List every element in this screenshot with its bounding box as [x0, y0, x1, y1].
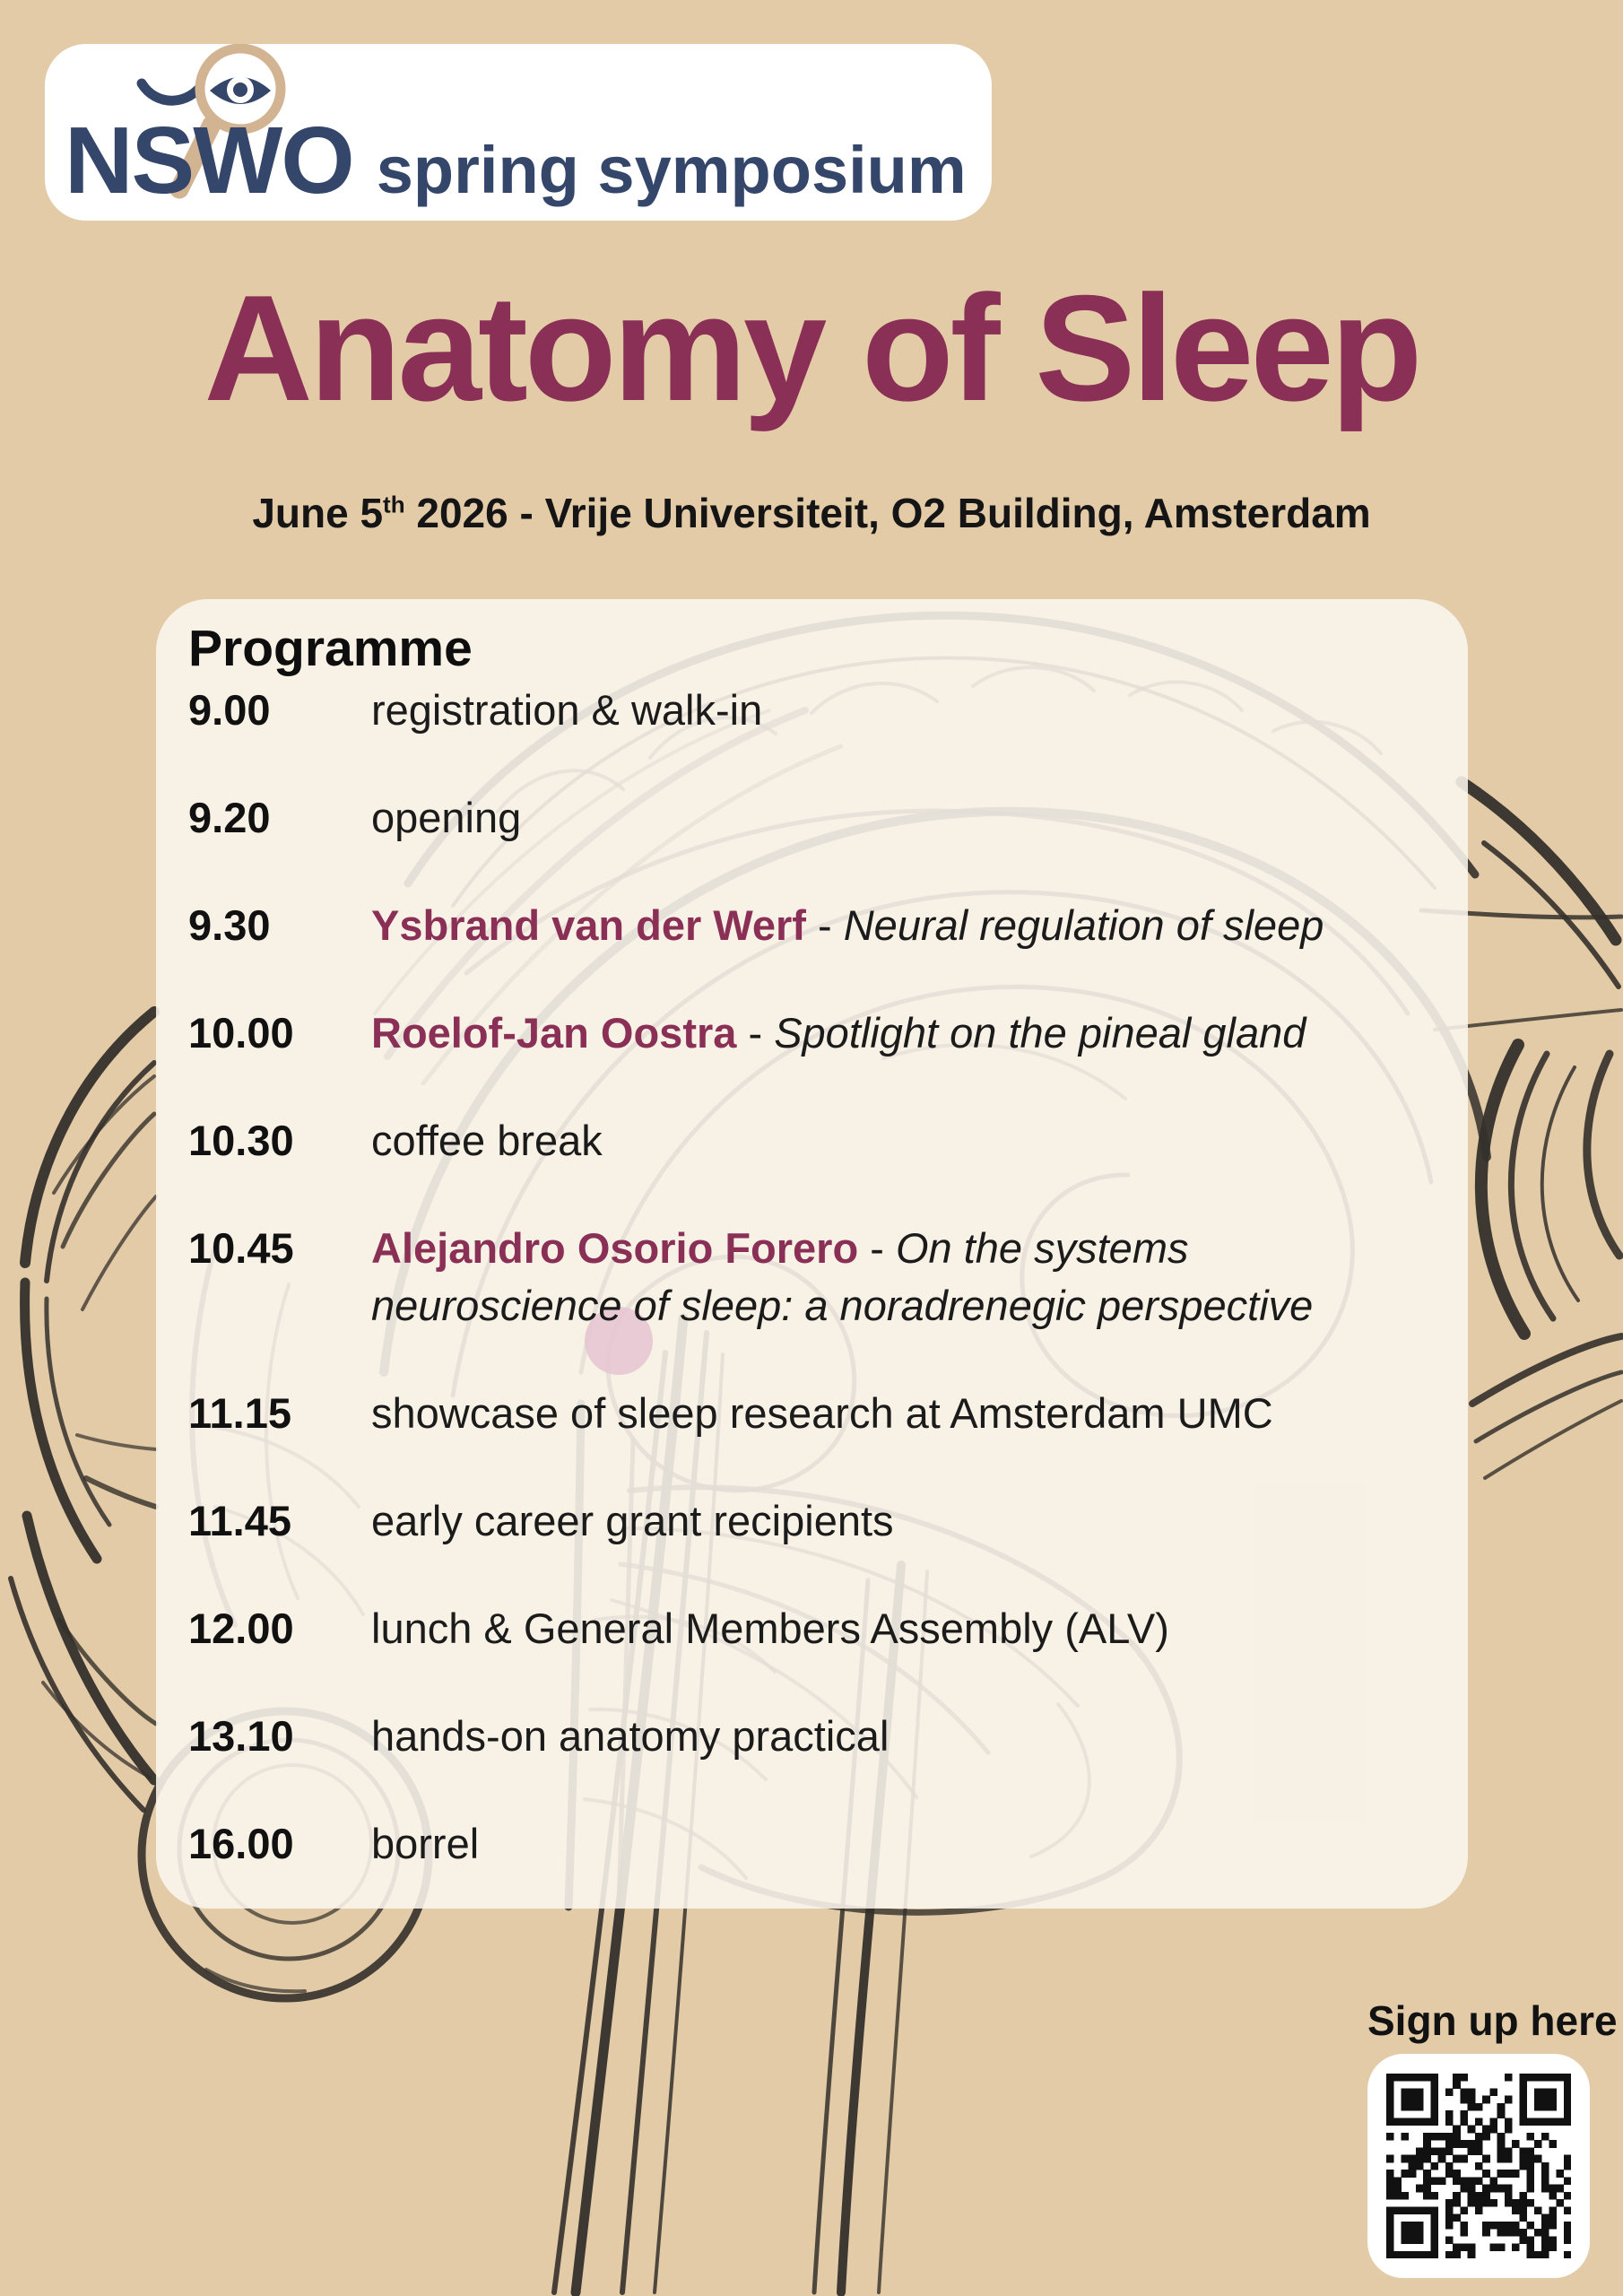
programme-time: 9.30	[188, 901, 271, 949]
programme-time: 9.20	[188, 794, 271, 841]
talk-title: Neural regulation of sleep	[843, 901, 1324, 949]
programme-row	[188, 682, 1428, 739]
talk-title: On the systems neuroscience of sleep: a noradrenegic perspective	[371, 1224, 1314, 1329]
programme-description: lunch & General Members Assembly (ALV)	[371, 1605, 1169, 1652]
programme-time: 13.10	[188, 1712, 294, 1760]
programme-description: hands-on anatomy practical	[371, 1712, 890, 1760]
programme-row	[188, 789, 1428, 847]
programme-time: 10.45	[188, 1224, 294, 1272]
programme-time: 10.00	[188, 1009, 294, 1057]
programme-row	[188, 1004, 1428, 1062]
programme-description: Alejandro Osorio Forero - On the systems neuroscience of sleep: a noradrenegic perspective	[371, 1224, 1314, 1329]
logo-subtitle: spring symposium	[376, 133, 967, 207]
page-title: Anatomy of Sleep	[204, 264, 1419, 432]
programme-time: 10.30	[188, 1117, 294, 1164]
speaker-name: Ysbrand van der Werf	[371, 901, 806, 949]
talk-title: Spotlight on the pineal gland	[774, 1009, 1306, 1057]
programme-time: 11.45	[188, 1497, 292, 1544]
programme-card	[156, 599, 1468, 1909]
programme-row	[188, 1600, 1428, 1657]
closed-eye-icon	[142, 82, 204, 100]
programme-description: opening	[371, 794, 522, 841]
programme-heading: Programme	[188, 620, 473, 677]
programme-row	[188, 1708, 1428, 1765]
programme-row	[188, 897, 1428, 954]
logo-acronym: NSWO	[65, 108, 353, 213]
programme-description: borrel	[371, 1820, 480, 1867]
programme-description: registration & walk-in	[371, 686, 763, 734]
programme-time: 11.15	[188, 1389, 292, 1437]
signup-section	[1367, 1996, 1618, 2278]
programme-list	[188, 682, 1428, 1873]
programme-time: 12.00	[188, 1605, 294, 1652]
programme-row	[188, 1492, 1428, 1550]
signup-label: Sign up here	[1367, 1997, 1618, 2044]
programme-description: Ysbrand van der Werf - Neural regulation of sleep	[371, 901, 1324, 949]
programme-row	[188, 1112, 1428, 1170]
programme-description: coffee break	[371, 1117, 603, 1164]
programme-row	[188, 1220, 1428, 1335]
programme-description: showcase of sleep research at Amsterdam UMC	[371, 1389, 1273, 1437]
date-superscript: th	[383, 491, 405, 518]
speaker-name: Roelof-Jan Oostra	[371, 1009, 737, 1057]
programme-time: 16.00	[188, 1820, 294, 1867]
programme-time: 9.00	[188, 686, 271, 734]
programme-row	[188, 1815, 1428, 1873]
programme-description: Roelof-Jan Oostra - Spotlight on the pineal gland	[371, 1009, 1306, 1057]
programme-row	[188, 1385, 1428, 1442]
signup-qr-code	[1367, 2054, 1590, 2278]
event-date-location: June 5th 2026 - Vrije Universiteit, O2 Building, Amsterdam	[252, 490, 1371, 536]
nswo-logo-card	[45, 44, 992, 221]
programme-description: early career grant recipients	[371, 1497, 894, 1544]
speaker-name: Alejandro Osorio Forero	[371, 1224, 859, 1272]
